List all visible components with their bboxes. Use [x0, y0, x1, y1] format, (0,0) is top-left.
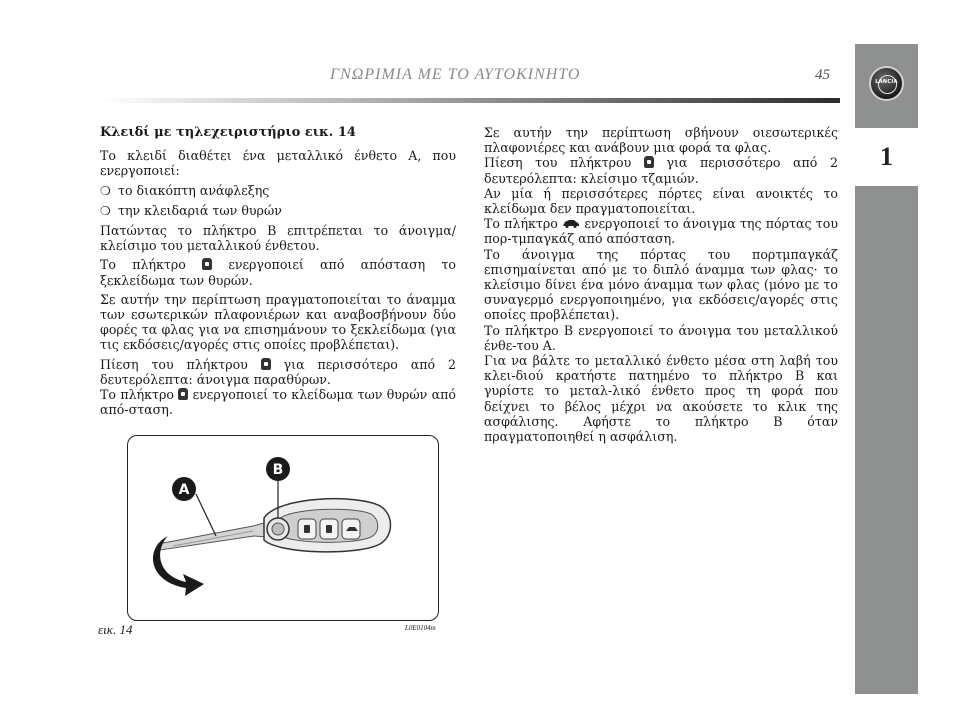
key-illustration: [128, 436, 438, 620]
label-b: B: [272, 462, 284, 478]
list-item: ❍ την κλειδαριά των θυρών: [100, 202, 282, 218]
label-a: A: [178, 482, 190, 498]
key-figure: [127, 435, 439, 621]
paragraph: Σε αυτήν την περίπτωση πραγματοποιείται το άναμμα των εσωτερικών πλαφονιέρων και αναβοσβήνουν δύο φορές τα φλας για να επισημάνουν το ξεκλείδωμα (για τις εκδόσεις/αγορές στις οποίες προβλέπεται).: [100, 291, 456, 353]
lock-button-icon: [178, 388, 188, 400]
lock-button-icon: [644, 156, 654, 168]
unlock-button-icon: [261, 358, 271, 370]
chapter-sidebar: [855, 44, 918, 694]
intro-text: Το κλειδί διαθέτει ένα μεταλλικό ένθετο Α, που ενεργοποιεί:: [100, 148, 456, 179]
lancia-logo-icon: [869, 66, 904, 101]
bullet-icon: ❍: [100, 183, 111, 198]
paragraph: Το πλήκτρο ενεργοποιεί από απόσταση το ξεκλείδωμα των θυρών.: [100, 257, 456, 288]
list-item: ❍ το διακόπτη ανάφλεξης: [100, 182, 270, 198]
left-column: [100, 125, 456, 421]
paragraph: Σε αυτήν την περίπτωση σβήνουν οιεσωτερικές πλαφονιέρες και ανάβουν μια φορά τα φλας.: [484, 125, 838, 156]
paragraph: Το άνοιγμα της πόρτας του πορτμπαγκάζ επισημαίνεται από με το διπλό άναμμα των φλας· το κλείσιμο δίνει ένα μόνο άναμμα των φλας (μόνο με το συναγερμό ενεργοποιημένο, για εκδόσεις/αγορές στις οποίες προβλέπεται).: [484, 246, 838, 323]
right-column: [484, 125, 838, 444]
paragraph: Για να βάλτε το μεταλλικό ένθετο μέσα στη λαβή του κλει-διού κρατήστε πατημένο το πλήκτρο Β και γυρίστε το μεταλ-λικό ένθετο προς τη φορά που δείχνει το βέλος μέχρι να ακούσετε το κλικ της ασφάλισης. Αφήστε το πλήκτρο Β όταν πραγματοποιηθεί η ασφάλιση.: [484, 353, 838, 445]
header-rule: [100, 98, 840, 103]
running-header: ΓΝΩΡΙΜΙΑ ΜΕ ΤΟ ΑΥΤΟΚΙΝΗΤΟ: [330, 66, 581, 83]
paragraph: Το πλήκτρο ενεργοποιεί το άνοιγμα της πόρτας του πορ-τμπαγκάζ από απόσταση.: [484, 216, 838, 247]
paragraph: Πίεση του πλήκτρου για περισσότερο από 2 δευτερόλεπτα: άνοιγμα παραθύρων.: [100, 356, 456, 387]
trunk-button-icon: [562, 218, 580, 228]
logo-text: LANCIA: [875, 79, 898, 85]
paragraph: Αν μία ή περισσότερες πόρτες είναι ανοικτές το κλείδωμα δεν πραγματοποιείται.: [484, 185, 838, 217]
page-number: 45: [815, 67, 830, 83]
paragraph: Το πλήκτρο ενεργοποιεί το κλείδωμα των θυρών από από-σταση.: [100, 387, 456, 418]
paragraph: Πίεση του πλήκτρου για περισσότερο από 2 δευτερόλεπτα: κλείσιμο τζαμιών.: [484, 155, 838, 186]
paragraph: Το πλήκτρο Β ενεργοποιεί το άνοιγμα του μεταλλικού ένθε-του Α.: [484, 322, 838, 353]
bullet-icon: ❍: [100, 203, 111, 218]
unlock-button-icon: [202, 258, 212, 270]
chapter-number: 1: [855, 128, 918, 186]
paragraph: Πατώντας το πλήκτρο Β επιτρέπεται το άνοιγμα/κλείσιμο του μεταλλικού ένθετου.: [100, 223, 456, 254]
figure-code: L0E0104m: [405, 624, 436, 632]
figure-caption: εικ. 14: [98, 622, 133, 637]
section-title: Κλειδί με τηλεχειριστήριο εικ. 14: [100, 125, 356, 140]
